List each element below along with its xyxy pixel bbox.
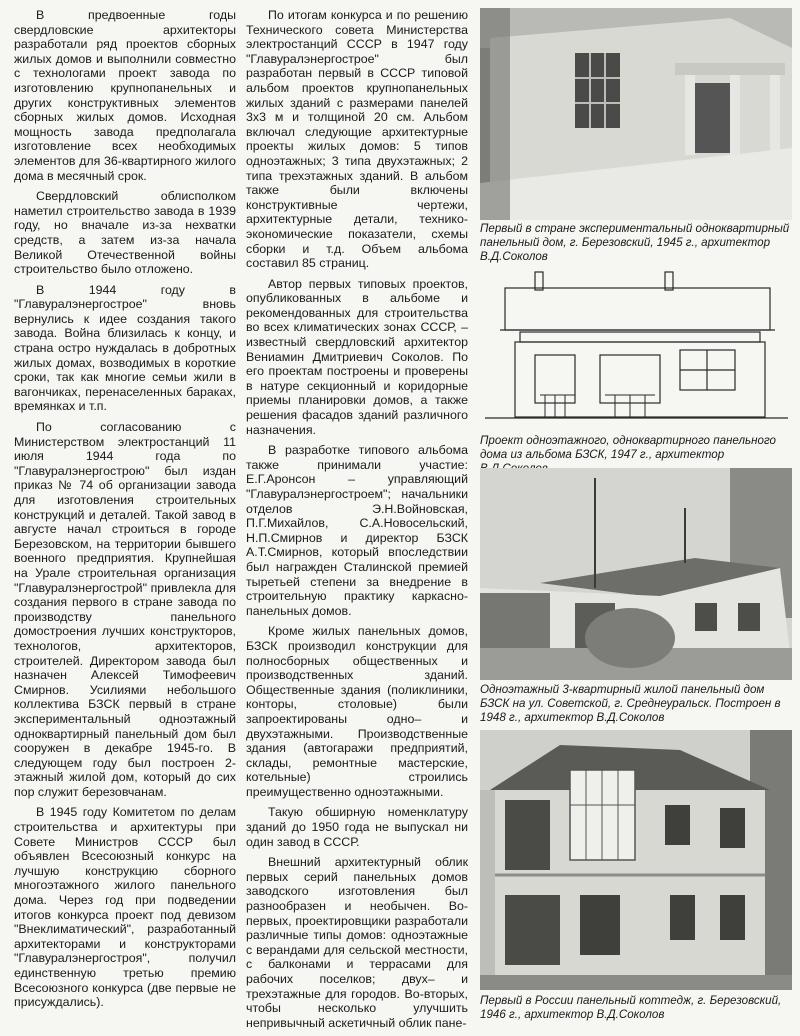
caption-photo-4: Первый в России панельный коттедж, г. Березовский, 1946 г., архитектор В.Д.Соколов: [480, 994, 782, 1021]
paragraph: По согласованию с Министерством электростанций 11 июля 1944 года по "Главуралэнергострою" был издан приказ № 74 об организации завода для изготовления строительных конструкций и деталей. Такой завод в августе начал строиться в городе Березовском, на территории бывшего военного предприятия. Крупнейшая на Урале строительная организация "Главуралэнергострой" привлекла для создания первого в стране завода по производству панельного домостроения лучших конструкторов, технологов, архитекторов, строителей. Директором завода был назначен Алексей Тимофеевич Смирнов. Усилиями небольшого коллектива БЗСК первый в стране экспериментальный одноэтажный одноквартирный панельный дом был сооружен в декабре 1945-го. В следующем году был построен 2-этажный жилой дом, который до сих пор служит березовчанам.: [14, 420, 236, 799]
paragraph: Внешний архитектурный облик первых серий панельных домов заводского изготовления был разнообразен и необычен. Во-первых, проектировщики разработали различные типы домов: одноэтажные с верандами для сельской местности, с балконами и террасами для рабочих поселков; двух– и трехэтажные для городов. Во-вторых, чтобы несколько улучшить непривычный аскетичный облик пане-: [246, 855, 468, 1030]
drawing-house-project: [480, 270, 792, 430]
text-column-2: [246, 8, 468, 1036]
paragraph: В предвоенные годы свердловские архитекторы разработали ряд проектов сборных жилых домов и выполнили совместно с технологами проект завода по изготовлению крупнопанельных и других конструктивных элементов сборных жилых домов. Исходная мощность завода предполагала изготовление всех необходимых элементов для 36-квартирного жилого дома в месячный срок.: [14, 8, 236, 183]
text-column-1: [14, 8, 236, 1016]
paragraph: В разработке типового альбома также принимали участие: Е.Г.Аронсон – управляющий "Главуралэнергостроем"; начальники отделов Э.Н.Войновская, П.Г.Михайлов, С.А.Новосельский, Н.П.Смирнов и директор БЗСК А.Т.Смирнов, который впоследствии был награжден Сталинской премией тыретьей степени за внедрение в строительную практику каркасно-панельных домов.: [246, 443, 468, 618]
photo-three-apartment-house: [480, 468, 792, 680]
caption-drawing: Проект одноэтажного, одноквартирного панельного дома из альбома БЗСК, 1947 г., архитектор: [480, 434, 776, 461]
photo-first-panel-cottage: [480, 730, 792, 990]
paragraph: Такую обширную номенклатуру зданий до 1950 года не выпускал ни один завод в СССР.: [246, 805, 468, 849]
paragraph: В 1945 году Комитетом по делам строительства и архитектуры при Совете Министров СССР был объявлен Всесоюзный конкурс на лучшую конструкцию сборного многоэтажного жилого панельного дома. Через год при подведении итогов конкурса проект под девизом "Внеклиматический", разработанный архитекторами и конструкторами "Главуралэнергостроя", получил единственную третью премию Всесоюзного конкурса (две первые не присуждались).: [14, 805, 236, 1010]
photo-first-experimental-house: [480, 8, 792, 220]
paragraph: Автор первых типовых проектов, опубликованных в альбоме и рекомендованных для строительства во всех климатических зонах СССР, – известный свердловский архитектор Вениамин Дмитриевич Соколов. По его проектам построены и проверены в натуре секционный и коридорные приемы планировки домов, а также решения фасадов зданий различного назначения.: [246, 276, 468, 437]
paragraph: По итогам конкурса и по решению Технического совета Министерства электростанций СССР в 1947 году "Главуралэнергострое" был разработан первый в СССР типовой альбом проектов крупнопанельных жилых зданий с размерами панелей 3х3 м и толщиной 20 см. Альбом включал следующие архитектурные проекты жилых домов: 5 типов одноэтажных; 3 типа двухэтажных; 2 типа трехэтажных зданий. В альбом также были включены конструктивные чертежи, архитектурные детали, технико-экономические показатели, схемы сборки и т.д. Объем альбома составил 85 страниц.: [246, 8, 468, 271]
paragraph: Свердловский облисполком наметил строительство завода в 1939 году, но вначале из-за нехватки средств, а затем из-за начала Великой Отечественной войны строительство было отложено.: [14, 189, 236, 277]
paragraph: Кроме жилых панельных домов, БЗСК производил конструкции для полносборных общественных и производственных зданий. Общественные здания (поликлиники, конторы, столовые) были запроектированы одно– и двухэтажными. Производственные здания (автогаражи предприятий, склады, ремонтные мастерские, котельные) строились преимущественно одноэтажными.: [246, 624, 468, 799]
caption-photo-1: Первый в стране экспериментальный одноквартирный панельный дом, г. Березовский, 1945 г., архитектор В.Д.Соколов: [480, 222, 790, 263]
paragraph: В 1944 году в "Главуралэнергострое" вновь вернулись к идее создания такого завода. Война близилась к концу, и страна остро нуждалась в добротных жилых домах, возводимых в короткие сроки, так как многие семьи жили в вагончиках, перенаселенных бараках, времянках и т.п.: [14, 282, 236, 414]
caption-photo-3: Одноэтажный 3-квартирный жилой панельный дом БЗСК на ул. Советской, г. Среднеуральск. Построен в 1948 г., архитектор В.Д.Соколов: [480, 683, 781, 724]
